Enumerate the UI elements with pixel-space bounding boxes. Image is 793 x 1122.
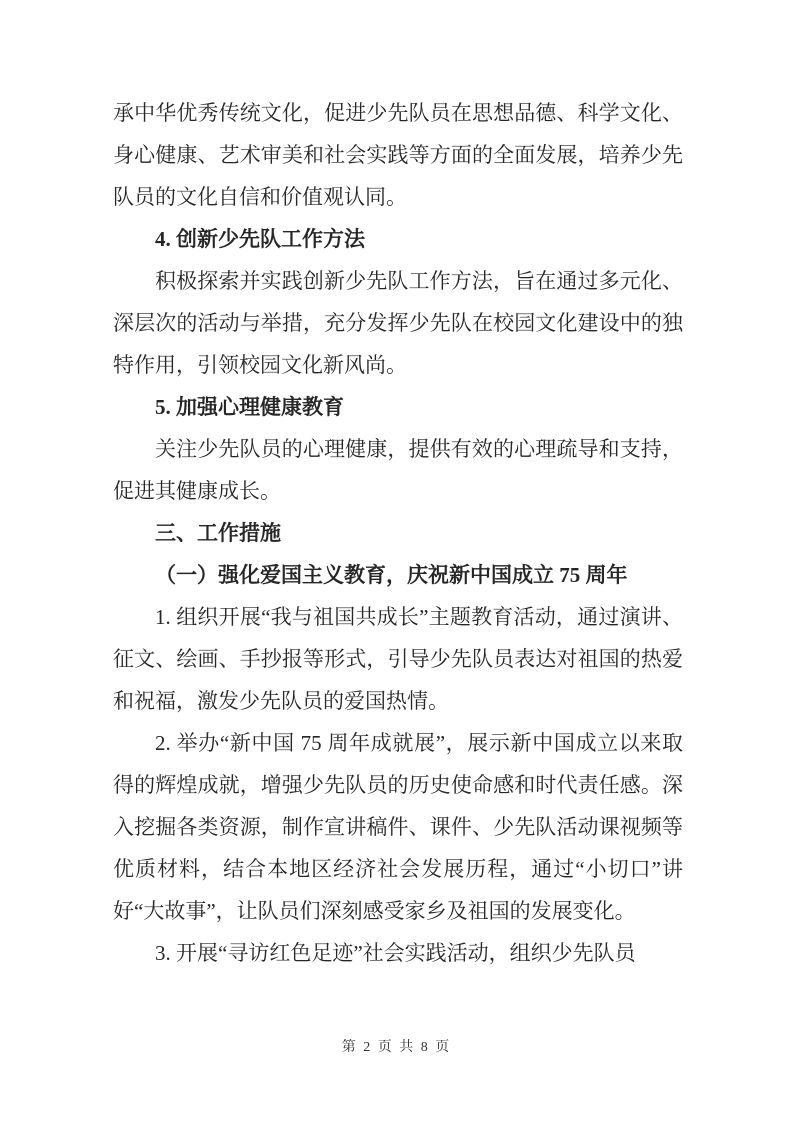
section-heading-4: 4. 创新少先队工作方法 — [155, 227, 365, 251]
paragraph-continued-from-previous-page: 承中华优秀传统文化，促进少先队员在思想品德、科学文化、身心健康、艺术审美和社会实践等方面的全面发展，培养少先队员的文化自信和价值观认同。 — [113, 101, 683, 209]
page-number-text: 第 2 页 共 8 页 — [341, 1040, 452, 1055]
section-heading-5: 5. 加强心理健康教育 — [155, 395, 344, 419]
section-heading-three: 三、工作措施 — [155, 521, 281, 545]
page-footer — [0, 1036, 793, 1056]
paragraph: 2. 举办“新中国 75 周年成就展”，展示新中国成立以来取得的辉煌成就，增强少先队员的历史使命感和时代责任感。深入挖掘各类资源，制作宣讲稿件、课件、少先队活动课视频等优质材料，结合本地区经济社会发展历程，通过“小切口”讲好“大故事”，让队员们深刻感受家乡及祖国的发展变化。 — [113, 731, 683, 923]
paragraph: 3. 开展“寻访红色足迹”社会实践活动，组织少先队员 — [155, 941, 636, 965]
paragraph: 积极探索并实践创新少先队工作方法，旨在通过多元化、深层次的活动与举措，充分发挥少先队在校园文化建设中的独特作用，引领校园文化新风尚。 — [113, 269, 683, 377]
subsection-heading-one: （一）强化爱国主义教育，庆祝新中国成立 75 周年 — [155, 563, 628, 587]
document-body — [113, 92, 683, 974]
paragraph: 1. 组织开展“我与祖国共成长”主题教育活动，通过演讲、征文、绘画、手抄报等形式，引导少先队员表达对祖国的热爱和祝福，激发少先队员的爱国热情。 — [113, 605, 683, 713]
paragraph: 关注少先队员的心理健康，提供有效的心理疏导和支持，促进其健康成长。 — [113, 437, 683, 503]
